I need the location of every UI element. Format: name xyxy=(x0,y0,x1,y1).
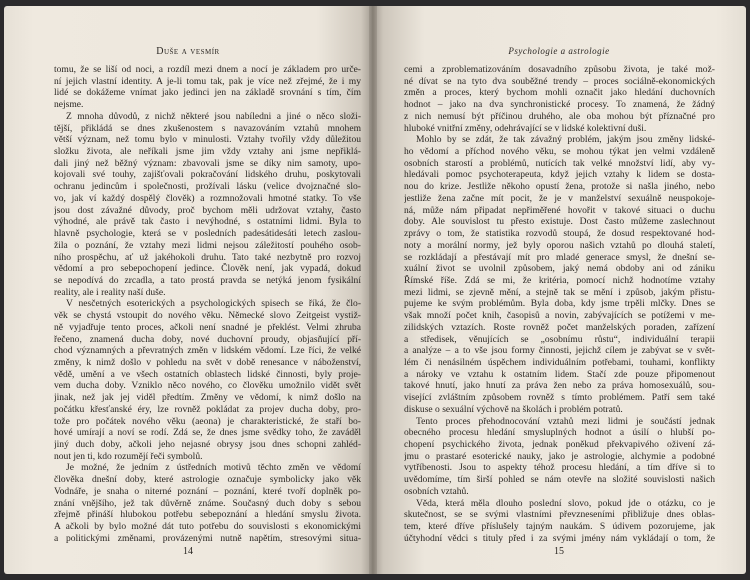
text-line: počátku křesťanské éry, lze rovněž pokládat za projev ducha doby, pro- xyxy=(54,403,361,415)
text-line: tější, přikládá se dnes zkušenostem s navazováním vztahů mnohem xyxy=(54,122,361,134)
text-line: Je možné, že jedním z ústředních motivů těchto změn ve vědomí xyxy=(66,462,361,474)
text-line: složku života, ale neříkali jsme jim vždy vztahy ani jsme nepřiklá- xyxy=(54,146,361,158)
text-line: řečeno, znamená ducha doby, nové duchovní proudy, objasňující pří- xyxy=(54,333,361,345)
page-number-left: 14 xyxy=(183,546,193,557)
text-line: vědě, umění a ve všech ostatních oblastech lidské činnosti, byly proje- xyxy=(54,368,361,380)
running-head-right: Psychologie a astrologie xyxy=(508,46,610,56)
text-line: hledávali pomoc psychoterapeuta, když jejich vztahy k lidem se dosta- xyxy=(404,169,715,181)
text-line: uvědomíme, tím širší pohled se nám otevře na složité souvislosti našich xyxy=(404,474,715,486)
text-line: Věda, která měla dlouho poslední slovo, pokud jde o otázku, co je xyxy=(416,497,715,509)
text-line: Vodnáře, je snaha o niterné poznání – poznání, které tvoří doplněk po- xyxy=(54,485,361,497)
text-line: hodnot – jako na dva synchronistické procesy. To znamená, že žádný xyxy=(404,99,715,111)
text-line: noty a morální normy, jež byly oporou našich vztahů po dlouhá staletí, xyxy=(404,239,715,251)
text-line: A ačkoli by bylo možné dát tuto potřebu do souvislosti s ekonomickými xyxy=(54,521,361,533)
open-book xyxy=(4,6,746,574)
text-line: Z mnoha důvodů, z nichž některé jsou nabíledni a jiné o něco složi- xyxy=(66,110,361,122)
text-line: hlavně psychologie, která se v posledních padesátidesáti letech zaslou- xyxy=(54,228,361,240)
text-line: ho vědomí a příchod nového věku, se mohou týkat jen velmi vzdáleně xyxy=(404,146,715,158)
text-line: jmu o prastaré esoterické nauky, jako je astrologie, alchymie a podobné xyxy=(404,450,715,462)
left-page-text xyxy=(54,64,361,544)
text-line: Tento proces přehodnocování vztahů mezi lidmi je součástí jednak xyxy=(416,415,715,427)
text-line: znání vnějšího, jež tak důvěrně známe. Současný duch doby s sebou xyxy=(54,497,361,509)
text-line: žila o poznání, že vztahy mezi lidmi nejsou záležitostí pouhého osob- xyxy=(54,239,361,251)
text-line: dali jiný než běžný význam: zbavovali jsme se díky nim samoty, upo- xyxy=(54,157,361,169)
text-line: vědomí a pro sebepochopení jedince. Člověk není, jak vypadá, dokud xyxy=(54,263,361,275)
text-line: chod významných a převratných změn v lidském vědomí. Lze říci, že velké xyxy=(54,345,361,357)
text-line: obecného procesu hledání smysluplných hodnot a úsilí o hlubší po- xyxy=(404,427,715,439)
text-line: změny, k nimž došlo v pohledu na svět v době renesance v náboženství, xyxy=(54,356,361,368)
text-line: ní jejich vlastní identity. A je-li tomu tak, pak je více než zřejmé, že i my xyxy=(54,75,361,87)
right-page-text xyxy=(404,64,715,544)
text-line: změn a proces, který bychom mohli označit jako hledání duchovních xyxy=(404,87,715,99)
text-line: nejsme. xyxy=(54,99,84,111)
page-number-right: 15 xyxy=(554,546,564,557)
text-line: pujeme ke svým problémům. Byla doba, kdy jsme trpěli mlčky. Dnes se xyxy=(404,298,715,310)
running-head-left: Duše a vesmír xyxy=(156,46,220,57)
text-line: lidé se dokážeme vnímat jako jedinci jen na základě srovnání s tím, čím xyxy=(54,87,361,99)
text-line: jsou dost závažné důvody, proč bychom měli udržovat vztahy, často xyxy=(54,204,361,216)
text-line: osobních vztahů. xyxy=(404,485,469,497)
text-line: né dívat se na tyto dva souběžné trendy – proces sociálně-ekonomických xyxy=(404,75,715,87)
text-line: osobních starostí a problémů, nutících tak velké množství lidí, aby vy- xyxy=(404,157,715,169)
text-line: Mohlo by se zdát, že tak závažný problém, jakým jsou změny lidské- xyxy=(416,134,715,146)
text-line: ního prospěchu, ať už jakéhokoli druhu. Tato také nezbytně pro rozvoj xyxy=(54,251,361,263)
text-line: kojovali své touhy, zajišťovali pokračování lidského druhu, poskytovali xyxy=(54,169,361,181)
text-line: jiný duch doby, ačkoli jeho nejasné obrysy jsou dnes schopni zahléd- xyxy=(54,439,361,450)
text-line: tem, které dříve příslušely tajným naukám. S údivem pozorujeme, jak xyxy=(404,521,715,533)
text-line: zprávy o tom, že statistika rozvodů stoupá, že dosud respektované hod- xyxy=(404,228,715,240)
text-line: a politickými změnami, provázenými nutně napětím, stresovými situa- xyxy=(54,532,361,544)
text-line: reality, ale i reality naší duše. xyxy=(54,286,166,298)
text-line: tomu, že se liší od noci, a rozdíl mezi dnem a nocí je základem pro urče- xyxy=(54,64,361,75)
text-line: účtyhodní vědci s tituly před i za svými jmény nám vykládají o tom, že xyxy=(404,532,715,544)
text-line: a středisek, věnujících se „osobnímu růstu“, individuální terapii xyxy=(404,333,715,345)
text-line: skutečnost, se se svými vlastními převzneseními přibližuje dnes oblas- xyxy=(404,509,715,521)
text-line: V nesčetných esoterických a psychologických spisech se říká, že člo- xyxy=(66,298,361,310)
text-line: zilidských vztazích. Roste rovněž počet manželských poraden, zařízení xyxy=(404,321,715,333)
text-line: diskuse o sexuální výchově na školách i problém potratů. xyxy=(404,403,623,415)
text-line: nout jen ti, kdo rozumějí řeči symbolů. xyxy=(54,450,203,462)
text-line: jestliže žena začne mít pocit, že je v manželství sexuálně neuspokoje- xyxy=(404,192,715,204)
text-line: ochranu jedincům i společnosti, prožívali lásku (velice dvojznačné slo- xyxy=(54,181,361,193)
text-line: cemi a zproblematizováním dosavadního způsobu života, je také mož- xyxy=(404,64,715,75)
text-line: věk se chystá vstoupit do nového věku. Německé slovo Zeitgeist vystiž- xyxy=(54,310,361,322)
text-line: vem ducha doby. Vzniklo něco nového, co člověku umožnilo vidět svět xyxy=(54,380,361,392)
text-line: hové umírají a noví se rodí. Zdá se, že dnes jsme svědky toho, že zaváděl xyxy=(54,427,361,439)
text-line: však množí počet knih, časopisů a novin, zabývajících se potížemi v me- xyxy=(404,310,715,322)
text-line: ně vyjadřuje tento proces, ačkoli není snadné je překlést. Velmi zhruba xyxy=(54,321,361,333)
text-line: jinak, než jak jej viděl předtím. Změny ve vědomí, k nimž došlo na xyxy=(54,392,361,404)
text-line: a nároky ve vztahu k ostatním lidem. Stačí zde pouze připomenout xyxy=(404,368,715,380)
text-line: a analýze – a to vše jsou formy činnosti, jejichž cílem je zabývat se v svět- xyxy=(404,345,715,357)
text-line: xuální život se uvolnil způsobem, jaký nemá obdoby ani od zániku xyxy=(404,263,715,275)
text-line: visející zvláštním způsobem rovněž s tímto problémem. Patří sem také xyxy=(404,392,715,404)
left-page xyxy=(4,6,372,574)
text-line: vytříbenosti. Jsou to aspekty téhož procesu hledání, a tím dříve si to xyxy=(404,462,715,474)
text-line: ná, může nám připadat nepřiměřené hovořit v takové situaci o duchu xyxy=(404,204,715,216)
text-line: nou do krize. Jestliže někoho opustí žena, protože si našla jiného, nebo xyxy=(404,181,715,193)
text-line: zřejmě přináší hlubokou potřebu sebepoznání a hledání smyslu života. xyxy=(54,509,361,521)
text-line: vo, jak ví každý dospělý člověk) a rozmnožovali hmotné statky. To vše xyxy=(54,192,361,204)
text-line: takové hnutí, jako hnutí za práva žen nebo za práva homosexuálů, sou- xyxy=(404,380,715,392)
right-page xyxy=(372,6,746,574)
text-line: Římské říše. Zdá se mi, že kritéria, pomocí nichž hodnotíme vztahy xyxy=(404,274,715,286)
text-line: z nich nemusí být příčinou druhého, ale oba mohou být příznačné pro xyxy=(404,110,715,122)
text-line: větší význam, než tomu bylo v minulosti. Vztahy tvořily vždy důležitou xyxy=(54,134,361,146)
book-gutter xyxy=(369,6,377,574)
text-line: se nepodívá do zrcadla, a tato prostá pravda se netýká jenom fysikální xyxy=(54,274,361,286)
text-line: výhodné, ale právě tak často i nevýhodné, s ostatními lidmi. Byla to xyxy=(54,216,361,228)
text-line: tože pro počátek nového věku (aeona) je charakteristické, že staří bo- xyxy=(54,415,361,427)
text-line: se rozkládají a přestávají mít pro mladé generace smysl, že dnešní se- xyxy=(404,251,715,263)
text-line: mezi lidmi, se zjevně mění, a stejně tak se mění i způsob, jakým přistu- xyxy=(404,286,715,298)
text-line: doby. Ale souvislost tu přesto existuje. Dost často můžeme zaslechnout xyxy=(404,216,715,228)
text-line: člověka dnešní doby, které astrologie označuje symbolicky jako věk xyxy=(54,474,361,486)
text-line: hluboké vnitřní změny, odehrávající se v lidské kolektivní duši. xyxy=(404,122,647,134)
text-line: lém či nenásilném úspěchem individuálním potřebami, touhami, konflikty xyxy=(404,356,715,368)
text-line: chopení psychického života, jednak poněkud překvapivého oživení zá- xyxy=(404,439,715,450)
